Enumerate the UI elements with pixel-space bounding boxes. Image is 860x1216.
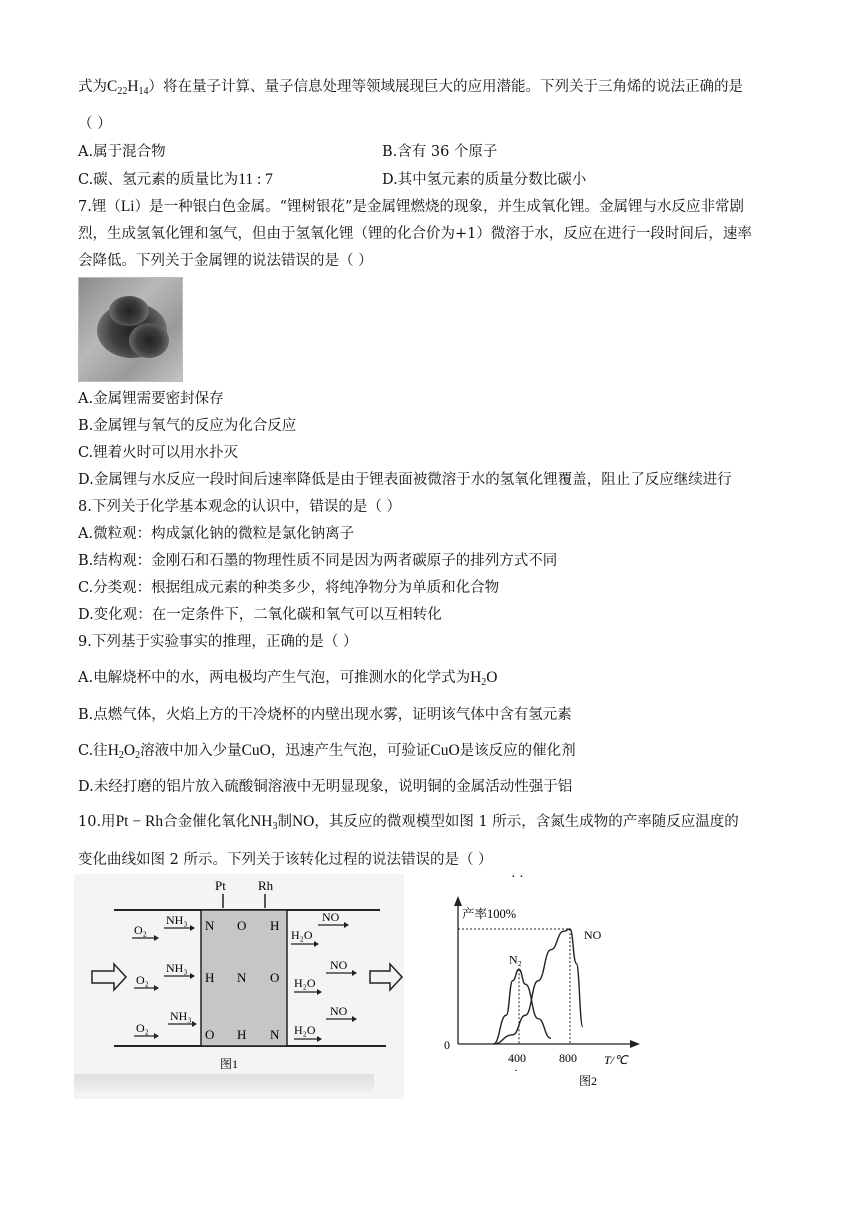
atom-label: H bbox=[270, 918, 280, 933]
q9-option-a: A.电解烧杯中的水，两电极均产生气泡，可推测水的化学式为$H_2O$ bbox=[78, 669, 498, 688]
no-yield-curve bbox=[494, 929, 583, 1044]
q8-option-c: C.分类观：根据组成元素的种类多少，将纯净物分为单质和化合物 bbox=[78, 580, 500, 596]
input-o2-label: O₂ bbox=[136, 1021, 149, 1035]
input-nh3-label: NH₃ bbox=[170, 1009, 192, 1023]
q10-stem-line2: 变化曲线如图 2 所示。下列关于该转化过程的说法错误的是（ ） bbox=[78, 852, 493, 868]
y-axis-arrow-icon bbox=[454, 896, 462, 906]
lithium-burning-photo bbox=[78, 277, 183, 382]
catalyst-pt-label: Pt bbox=[215, 878, 226, 893]
x-axis-arrow-icon bbox=[630, 1040, 640, 1048]
q7-stem-line1: 7.锂（Li）是一种银白色金属。“锂树银花”是金属锂燃烧的现象，并生成氧化锂。金属锂与水反应非常剧 bbox=[78, 198, 744, 215]
q7-option-a: A.金属锂需要密封保存 bbox=[78, 391, 224, 407]
output-no-label: NO bbox=[330, 958, 348, 972]
q6-option-c: C.碳、氢元素的质量比为11 : 7 bbox=[78, 171, 273, 188]
no-curve-label: NO bbox=[584, 928, 602, 942]
input-o2-label: O₂ bbox=[136, 973, 149, 987]
q9-option-c: C.往$H_2O_2$溶液中加入少量CuO，迅速产生气泡，可验证CuO是该反应的催化剂 bbox=[78, 742, 576, 761]
atom-label: H bbox=[205, 970, 215, 985]
x-axis-label: T/℃ bbox=[604, 1053, 628, 1067]
q9-option-d: D.未经打磨的铝片放入硫酸铜溶液中无明显现象，说明铜的金属活动性强于铝 bbox=[78, 779, 573, 795]
q6-option-a: A.属于混合物 bbox=[78, 144, 166, 160]
atom-label: N bbox=[237, 970, 247, 985]
input-nh3-label: NH₃ bbox=[166, 961, 188, 975]
figure-svg bbox=[74, 874, 644, 1099]
atom-label: N bbox=[205, 918, 215, 933]
input-o2-label: O₂ bbox=[134, 923, 147, 937]
figures-area bbox=[74, 874, 644, 1099]
atom-label: N bbox=[270, 1027, 280, 1042]
q7-stem-line2: 烈，生成氢氧化锂和氢气，但由于氢氧化锂（锂的化合价为+1）微溶于水，反应在进行一段时间后，速率 bbox=[78, 226, 752, 242]
q8-option-a: A.微粒观：构成氯化钠的微粒是氯化钠离子 bbox=[78, 526, 355, 542]
n2-yield-curve bbox=[494, 969, 551, 1044]
q6-option-d: D.其中氢元素的质量分数比碳小 bbox=[382, 172, 587, 188]
output-h2o-label: H₂O bbox=[294, 1023, 316, 1037]
q8-stem: 8.下列关于化学基本观念的认识中，错误的是（ ） bbox=[78, 499, 401, 515]
q7-option-c: C.锂着火时可以用水扑灭 bbox=[78, 445, 239, 461]
figure1-caption: 图1 bbox=[220, 1057, 239, 1071]
atom-label: O bbox=[205, 1027, 215, 1042]
output-no-label: NO bbox=[330, 1004, 348, 1018]
x-tick-label: 800 bbox=[559, 1051, 577, 1065]
y-axis-label: 产率100% bbox=[462, 907, 517, 921]
output-no-label: NO bbox=[322, 910, 340, 924]
q6-stem-line1: 式为$C_{22}H_{14}$）将在量子计算、量子信息处理等领域展现巨大的应用潜能。下列关于三角烯的说法正确的是 bbox=[78, 78, 744, 97]
q10-stem-line1: 10.用Pt − Rh合金催化氧化$NH_3$制NO，其反应的微观模型如图 1 所示，含氮生成物的产率随反应温度的 bbox=[78, 813, 739, 832]
output-h2o-label: H₂O bbox=[291, 928, 313, 942]
atom-label: O bbox=[237, 918, 247, 933]
q7-option-d: D.金属锂与水反应一段时间后速率降低是由于锂表面被微溶于水的氢氧化锂覆盖，阻止了反应继续进行 bbox=[78, 472, 732, 488]
scan-remnant bbox=[74, 1074, 374, 1092]
atom-label: H bbox=[237, 1027, 247, 1042]
q9-stem: 9.下列基于实验事实的推理，正确的是（ ） bbox=[78, 634, 358, 650]
catalyst-rh-label: Rh bbox=[258, 878, 274, 893]
n2-curve-label: N₂ bbox=[509, 952, 522, 967]
q7-stem-line3: 会降低。下列关于金属锂的说法错误的是（ ） bbox=[78, 253, 373, 269]
figure2-caption: 图2 bbox=[579, 1074, 598, 1088]
atom-label: O bbox=[270, 970, 280, 985]
q9-option-b: B.点燃气体，火焰上方的干冷烧杯的内壁出现水雾，证明该气体中含有氢元素 bbox=[78, 707, 572, 723]
stray-dots: · · bbox=[511, 874, 524, 885]
input-nh3-label: NH₃ bbox=[166, 913, 188, 927]
output-h2o-label: H₂O bbox=[294, 976, 316, 990]
x-tick-dot: · bbox=[514, 1063, 518, 1077]
yield-chart bbox=[444, 874, 640, 1088]
q8-option-d: D.变化观：在一定条件下，二氧化碳和氧气可以互相转化 bbox=[78, 607, 442, 623]
q6-answer-blank: （ ） bbox=[78, 116, 112, 132]
origin-label: 0 bbox=[444, 1038, 450, 1052]
q8-option-b: B.结构观：金刚石和石墨的物理性质不同是因为两者碳原子的排列方式不同 bbox=[78, 553, 558, 569]
x-tick-label: 400 bbox=[508, 1051, 526, 1065]
q7-option-b: B.金属锂与氧气的反应为化合反应 bbox=[78, 418, 297, 434]
q6-option-b: B.含有 36 个原子 bbox=[382, 144, 498, 160]
